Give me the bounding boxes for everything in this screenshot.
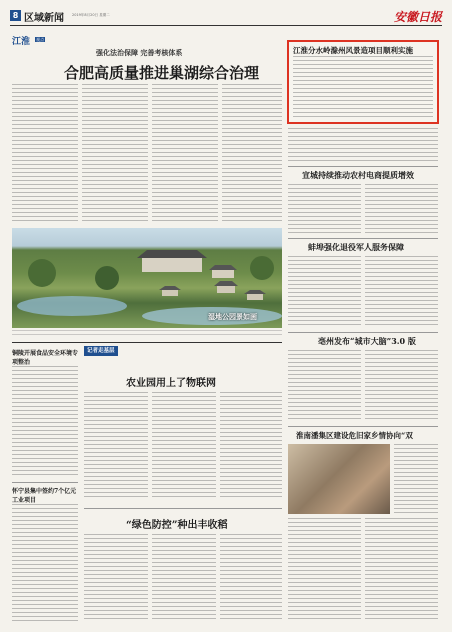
- boxed-body: [293, 56, 433, 120]
- lead-body-col-3: [152, 84, 218, 224]
- elderly-photo: [288, 444, 390, 514]
- brief-headline-2: 怀宁县集中签约7个亿元工业项目: [12, 488, 77, 504]
- lead-kicker: 强化法治保障 完善考核体系: [96, 48, 183, 57]
- right-body-4a: [394, 444, 438, 514]
- right-body-1b: [365, 184, 438, 234]
- right-body-3b: [365, 350, 438, 422]
- iot-body-1: [84, 392, 148, 498]
- issue-date: 2019年8月20日 星期二: [72, 13, 110, 17]
- right-body-4c: [365, 518, 438, 622]
- bottom-rule: [12, 342, 282, 343]
- right-body-2a: [288, 256, 361, 328]
- right-body-3a: [288, 350, 361, 422]
- divider-4: [288, 426, 438, 427]
- green-body-3: [220, 534, 282, 622]
- brief-body-1: [12, 366, 78, 478]
- wetland-photo: [12, 228, 282, 328]
- lead-body-col-4: [222, 84, 282, 224]
- section-title: 区域新闻: [24, 13, 64, 24]
- right-headline-3: 亳州发布“城市大脑”3.0 版: [318, 336, 416, 346]
- right-body-4b: [288, 518, 361, 622]
- brief-headline-1: 铜陵开展食品安全环境专项整治: [12, 350, 79, 366]
- boxed-article: [287, 40, 439, 124]
- masthead-rule: [10, 25, 442, 26]
- lead-body-col-1: [12, 84, 78, 224]
- brief-body-2: [12, 504, 78, 622]
- right-column-text-1: [288, 128, 438, 164]
- brand-logo: 安徽日报: [393, 10, 442, 24]
- page-number: 8: [10, 10, 21, 21]
- lead-headline: 合肥高质量推进巢湖综合治理: [64, 64, 260, 82]
- badge-sub: 视点: [36, 36, 45, 42]
- badge-main: 江淮: [12, 37, 31, 47]
- right-headline-1: 宣城持续推动农村电商提质增效: [302, 170, 414, 180]
- photo-caption: 湿地公园景如画: [208, 312, 257, 321]
- jianghuai-badge: [12, 29, 45, 47]
- brief-divider: [12, 482, 78, 483]
- iot-body-3: [220, 392, 282, 498]
- right-body-1a: [288, 184, 361, 234]
- divider-1: [288, 166, 438, 167]
- article-headline-green: “绿色防控”种出丰收稻: [126, 520, 228, 531]
- article-headline-iot: 农业园用上了物联网: [126, 378, 216, 389]
- divider-2: [288, 238, 438, 239]
- right-headline-4: 淮南潘集区建设危旧家乡情协向“双: [296, 431, 413, 440]
- green-body-2: [152, 534, 216, 622]
- divider-3: [288, 332, 438, 333]
- lead-body-col-2: [82, 84, 148, 224]
- reporter-badge: 记者走基层: [84, 346, 118, 356]
- boxed-headline: 江淮分水岭滁州风景造项目顺利实施: [293, 46, 413, 55]
- green-body-1: [84, 534, 148, 622]
- iot-body-2: [152, 392, 216, 498]
- photo-credit-line: [12, 330, 282, 337]
- masthead: [10, 8, 442, 24]
- right-headline-2: 蚌埠强化退役军人服务保障: [308, 242, 404, 252]
- right-body-2b: [365, 256, 438, 328]
- article-divider: [84, 508, 282, 509]
